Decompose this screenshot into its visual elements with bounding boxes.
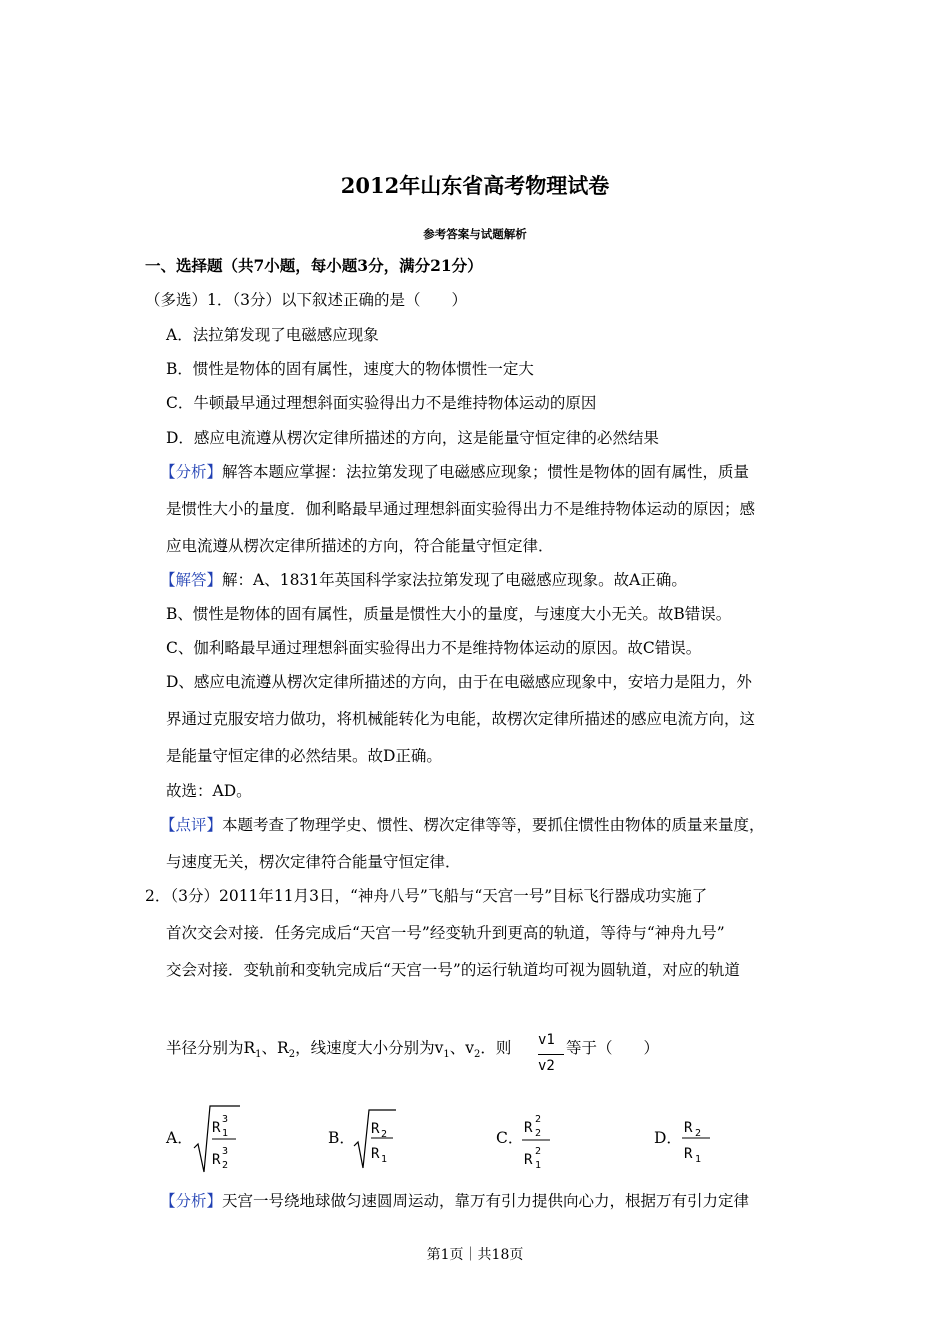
q1-answer-text: 界通过克服安培力做功，将机械能转化为电能，故楞次定律所描述的感应电流方向，这 bbox=[166, 710, 756, 728]
q2-option-b-formula bbox=[352, 1106, 398, 1172]
index: 2 bbox=[381, 1129, 388, 1140]
R-symbol: R bbox=[212, 1120, 221, 1136]
R-symbol: R bbox=[684, 1120, 693, 1136]
index: 2 bbox=[222, 1160, 229, 1171]
subscript: 1 bbox=[443, 1049, 450, 1061]
analysis-tag: 【分析】 bbox=[160, 463, 223, 481]
exponent: 3 bbox=[222, 1114, 229, 1125]
exponent: 3 bbox=[222, 1146, 229, 1157]
q1-analysis-text: 应电流遵从楞次定律所描述的方向，符合能量守恒定律． bbox=[166, 537, 554, 555]
R-symbol: R bbox=[524, 1152, 533, 1168]
q2-stem-text: 、v bbox=[449, 1039, 474, 1057]
q1-analysis-text: 解答本题应掌握：法拉第发现了电磁感应现象；惯性是物体的固有属性，质量 bbox=[222, 463, 750, 481]
q2-option-c-formula bbox=[520, 1104, 554, 1176]
q1-answer-text: B、惯性是物体的固有属性，质量是惯性大小的量度，与速度大小无关。故B错误。 bbox=[166, 605, 732, 623]
q1-answer-text: C、伽利略最早通过理想斜面实验得出力不是维持物体运动的原因。故C错误。 bbox=[166, 639, 702, 657]
section-heading: 一、选择题（共7小题，每小题3分，满分21分） bbox=[145, 256, 483, 275]
q2-option-a-formula bbox=[192, 1100, 242, 1180]
fraction-bar bbox=[538, 1054, 564, 1055]
q1-answer-text: 是能量守恒定律的必然结果。故D正确。 bbox=[166, 747, 442, 765]
q2-analysis-text: 天宫一号绕地球做匀速圆周运动，靠万有引力提供向心力，根据万有引力定律 bbox=[222, 1192, 750, 1210]
index: 2 bbox=[535, 1128, 542, 1139]
R-symbol: R bbox=[684, 1146, 693, 1162]
q2-stem-text: 、R bbox=[261, 1039, 289, 1057]
q2-stem: 2．（3分）2011年11月3日，“神舟八号”飞船与“天宫一号”目标飞行器成功实施了 bbox=[145, 887, 708, 905]
R-symbol: R bbox=[212, 1152, 221, 1168]
q2-option-d-label: D． bbox=[654, 1129, 682, 1147]
page-footer: 第1页｜共18页 bbox=[426, 1247, 524, 1263]
q2-stem-text: 等于（ ） bbox=[566, 1039, 660, 1057]
page-title: 2012年山东省高考物理试卷 bbox=[340, 173, 610, 198]
R-symbol: R bbox=[371, 1146, 380, 1162]
q1-option-a: A．法拉第发现了电磁感应现象 bbox=[166, 326, 379, 344]
q2-stem-text: ．则 bbox=[480, 1039, 512, 1057]
index: 1 bbox=[535, 1160, 542, 1171]
q1-comment-text: 本题考查了物理学史、惯性、楞次定律等等，要抓住惯性由物体的质量来量度， bbox=[222, 816, 765, 834]
index: 1 bbox=[222, 1128, 229, 1139]
index: 2 bbox=[695, 1128, 702, 1139]
R-symbol: R bbox=[524, 1120, 533, 1136]
q2-stem: 交会对接．变轨前和变轨完成后“天宫一号”的运行轨道均可视为圆轨道，对应的轨道 bbox=[166, 961, 740, 979]
q2-option-b-label: B． bbox=[328, 1129, 355, 1147]
q1-choice: 故选：AD。 bbox=[166, 782, 252, 800]
analysis-tag: 【分析】 bbox=[160, 1192, 223, 1210]
q2-stem-line bbox=[166, 1038, 511, 1065]
q1-comment-text: 与速度无关，楞次定律符合能量守恒定律． bbox=[166, 853, 461, 871]
q1-option-d: D．感应电流遵从楞次定律所描述的方向，这是能量守恒定律的必然结果 bbox=[166, 429, 659, 447]
q1-option-c: C．牛顿最早通过理想斜面实验得出力不是维持物体运动的原因 bbox=[166, 394, 597, 412]
q1-answer-text: 解：A、1831年英国科学家法拉第发现了电磁感应现象。故A正确。 bbox=[222, 571, 687, 589]
q1-answer-text: D、感应电流遵从楞次定律所描述的方向，由于在电磁感应现象中，安培力是阻力，外 bbox=[166, 673, 752, 691]
q1-option-b: B．惯性是物体的固有属性，速度大的物体惯性一定大 bbox=[166, 360, 534, 378]
q2-stem: 首次交会对接．任务完成后“天宫一号”经变轨升到更高的轨道，等待与“神舟九号” bbox=[166, 924, 725, 942]
subscript: 2 bbox=[474, 1049, 481, 1061]
index: 1 bbox=[381, 1154, 388, 1165]
exponent: 2 bbox=[535, 1114, 542, 1125]
subscript: 1 bbox=[255, 1049, 262, 1061]
ratio-fraction bbox=[538, 1032, 564, 1084]
fraction-numerator: v1 bbox=[538, 1032, 555, 1048]
q2-option-a-label: A． bbox=[166, 1129, 193, 1147]
answer-tag: 【解答】 bbox=[160, 571, 223, 589]
fraction-denominator: v2 bbox=[538, 1058, 555, 1074]
q1-stem: （多选）1．（3分）以下叙述正确的是（ ） bbox=[145, 291, 467, 309]
q1-comment-line bbox=[160, 815, 765, 835]
index: 1 bbox=[695, 1154, 702, 1165]
subscript: 2 bbox=[288, 1049, 296, 1061]
q2-analysis-line bbox=[160, 1191, 749, 1211]
q2-option-d-formula bbox=[680, 1110, 714, 1170]
q2-stem-text: ，线速度大小分别为v bbox=[295, 1039, 444, 1057]
q2-stem-text: 半径分别为R bbox=[166, 1039, 256, 1057]
q1-analysis-line bbox=[160, 462, 749, 482]
q2-option-c-label: C． bbox=[496, 1129, 524, 1147]
q1-answer-line bbox=[160, 570, 687, 590]
page-subtitle: 参考答案与试题解析 bbox=[423, 227, 527, 241]
comment-tag: 【点评】 bbox=[160, 816, 223, 834]
exponent: 2 bbox=[535, 1146, 542, 1157]
R-symbol: R bbox=[371, 1121, 380, 1137]
q1-analysis-text: 是惯性大小的量度．伽利略最早通过理想斜面实验得出力不是维持物体运动的原因；感 bbox=[166, 500, 756, 518]
